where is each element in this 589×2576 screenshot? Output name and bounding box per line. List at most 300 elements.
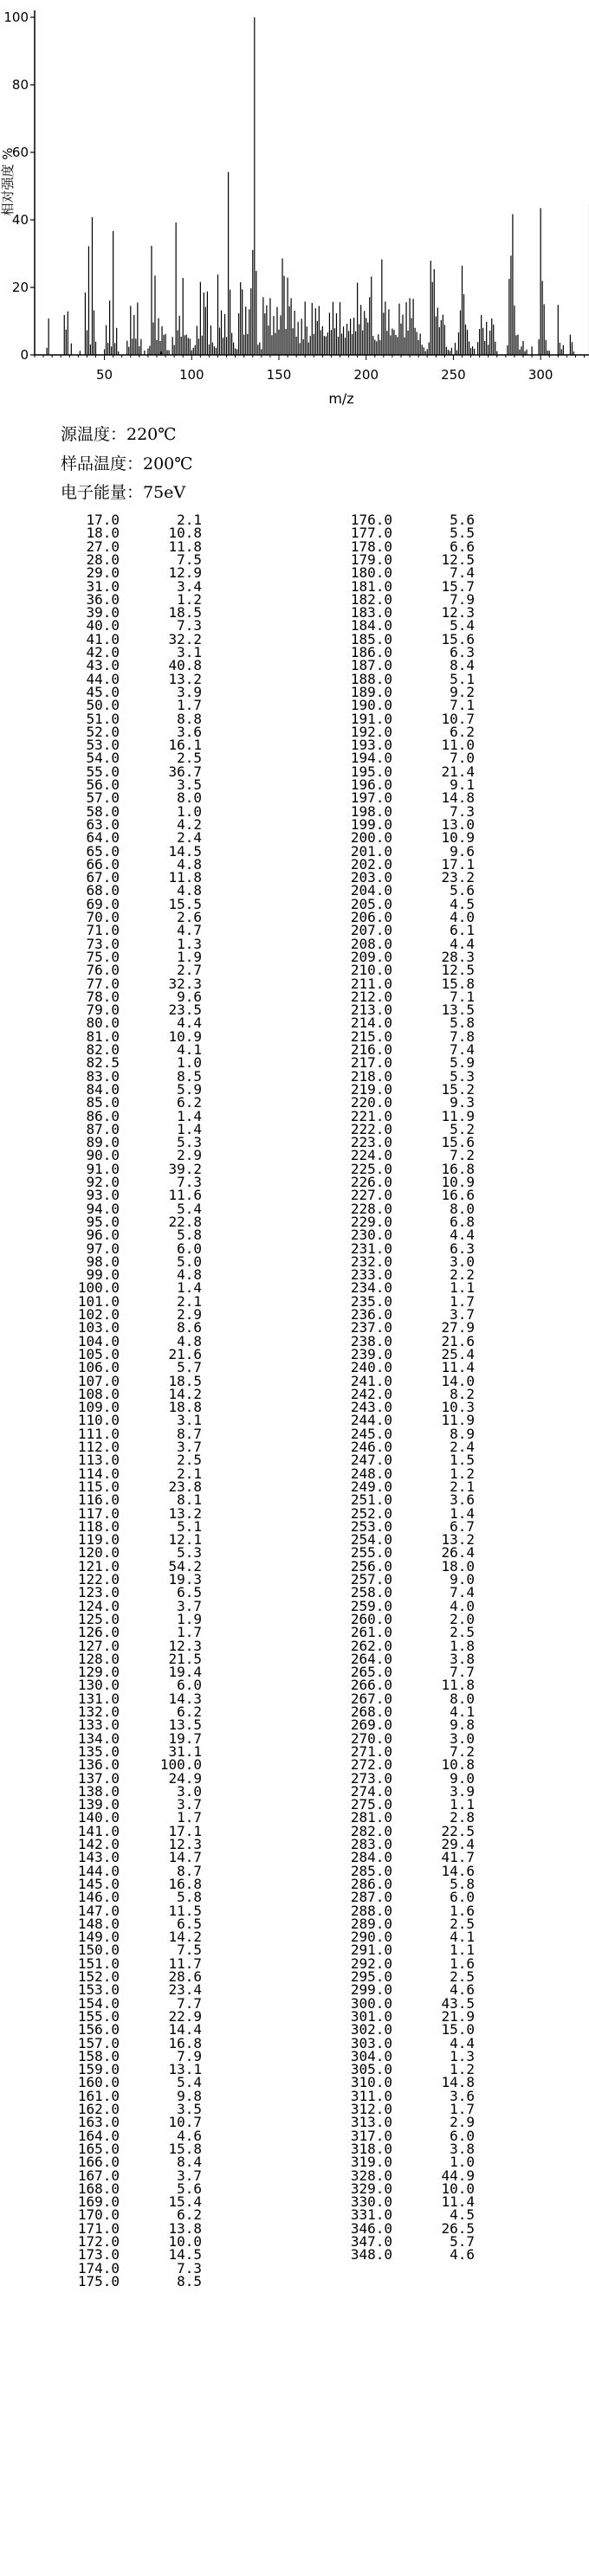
peak-mz: 195.0 xyxy=(350,763,392,780)
peak-mz: 85.0 xyxy=(86,1094,120,1111)
peak-intensity: 4.8 xyxy=(177,855,202,873)
peak-mz: 271.0 xyxy=(350,1742,392,1760)
peak-mz: 69.0 xyxy=(86,895,120,912)
peak-intensity: 5.7 xyxy=(450,2233,475,2250)
peak-intensity: 11.4 xyxy=(441,2193,475,2211)
peak-mz: 29.0 xyxy=(86,564,120,582)
peak-intensity: 25.4 xyxy=(441,1345,475,1362)
peak-mz: 204.0 xyxy=(350,882,392,899)
peak-intensity: 4.7 xyxy=(177,922,202,939)
peak-mz: 185.0 xyxy=(350,630,392,647)
peak-mz: 66.0 xyxy=(86,855,120,873)
peak-mz: 289.0 xyxy=(350,1915,392,1932)
peak-mz: 147.0 xyxy=(77,1902,120,1919)
peak-intensity: 5.9 xyxy=(177,1080,202,1098)
peak-intensity: 3.1 xyxy=(177,644,202,660)
peak-intensity: 5.9 xyxy=(450,1054,475,1072)
peak-intensity: 1.3 xyxy=(450,2047,475,2064)
peak-mz: 174.0 xyxy=(77,2259,120,2277)
peak-intensity: 14.2 xyxy=(168,1929,202,1946)
peak-intensity: 6.0 xyxy=(177,1240,202,1257)
peak-mz: 100.0 xyxy=(77,1279,120,1297)
peak-mz: 17.0 xyxy=(86,512,120,528)
peak-intensity: 1.2 xyxy=(450,2061,475,2078)
peak-intensity: 3.7 xyxy=(177,1439,202,1455)
peak-mz: 237.0 xyxy=(350,1319,392,1336)
peak-mz: 169.0 xyxy=(77,2193,120,2211)
peak-mz: 99.0 xyxy=(86,1266,120,1284)
peak-intensity: 9.0 xyxy=(450,1571,475,1587)
peak-intensity: 1.5 xyxy=(450,1452,475,1469)
peak-mz: 284.0 xyxy=(350,1849,392,1866)
y-tick-label: 20 xyxy=(11,280,29,295)
peak-intensity: 16.8 xyxy=(441,1160,475,1177)
peak-mz: 45.0 xyxy=(86,683,120,700)
peak-intensity: 4.0 xyxy=(450,909,475,925)
peak-intensity: 6.3 xyxy=(450,644,475,660)
peak-mz: 142.0 xyxy=(77,1836,120,1852)
peak-intensity: 5.3 xyxy=(450,1067,475,1085)
peak-mz: 50.0 xyxy=(86,697,120,714)
peak-intensity: 8.7 xyxy=(177,1862,202,1879)
peak-mz: 273.0 xyxy=(350,1769,392,1787)
peak-mz: 153.0 xyxy=(77,1981,120,1999)
peak-mz: 251.0 xyxy=(350,1491,392,1509)
peak-mz: 305.0 xyxy=(350,2061,392,2078)
peak-mz: 98.0 xyxy=(86,1253,120,1270)
peak-intensity: 14.3 xyxy=(168,1690,202,1707)
peak-intensity: 19.4 xyxy=(168,1664,202,1681)
peak-mz: 236.0 xyxy=(350,1306,392,1323)
peak-intensity: 32.3 xyxy=(168,975,202,992)
peak-intensity: 8.7 xyxy=(177,1425,202,1442)
peak-intensity: 1.0 xyxy=(450,2154,475,2171)
peak-intensity: 3.7 xyxy=(177,1597,202,1614)
peak-mz: 114.0 xyxy=(77,1465,120,1482)
peak-intensity: 8.0 xyxy=(450,1200,475,1217)
peak-mz: 197.0 xyxy=(350,789,392,807)
peak-mz: 80.0 xyxy=(86,1014,120,1032)
peak-mz: 291.0 xyxy=(350,1942,392,1959)
peak-intensity: 15.7 xyxy=(441,577,475,595)
peak-intensity: 2.7 xyxy=(177,962,202,979)
peak-mz: 78.0 xyxy=(86,988,120,1005)
peak-intensity: 5.5 xyxy=(450,525,475,542)
peak-mz: 190.0 xyxy=(350,697,392,714)
peak-intensity: 14.5 xyxy=(168,842,202,860)
peak-mz: 285.0 xyxy=(350,1862,392,1879)
peak-intensity: 1.4 xyxy=(177,1120,202,1137)
y-tick-label: 60 xyxy=(11,145,29,160)
peak-intensity: 6.2 xyxy=(177,1094,202,1111)
peak-mz: 292.0 xyxy=(350,1955,392,1972)
peak-intensity: 7.4 xyxy=(450,1041,475,1058)
peak-mz: 140.0 xyxy=(77,1809,120,1826)
peak-mz: 287.0 xyxy=(350,1889,392,1906)
peak-mz: 159.0 xyxy=(77,2061,120,2078)
peak-intensity: 13.8 xyxy=(168,2219,202,2237)
peak-intensity: 4.6 xyxy=(450,2246,475,2264)
peak-mz: 331.0 xyxy=(350,2206,392,2224)
peak-mz: 166.0 xyxy=(77,2154,120,2171)
peak-intensity: 3.7 xyxy=(177,2167,202,2184)
peak-intensity: 1.9 xyxy=(177,1610,202,1627)
peak-mz: 124.0 xyxy=(77,1597,120,1614)
peak-mz: 111.0 xyxy=(77,1425,120,1442)
peak-intensity: 2.0 xyxy=(450,1610,475,1627)
peak-mz: 221.0 xyxy=(350,1107,392,1124)
peak-mz: 231.0 xyxy=(350,1240,392,1257)
peak-mz: 151.0 xyxy=(77,1955,120,1972)
peak-intensity: 23.4 xyxy=(168,1981,202,1999)
peak-intensity: 21.4 xyxy=(441,763,475,780)
peak-mz: 31.0 xyxy=(86,577,120,595)
peak-intensity: 13.2 xyxy=(441,1531,475,1549)
peak-intensity: 3.0 xyxy=(450,1729,475,1747)
peak-mz: 220.0 xyxy=(350,1094,392,1111)
peak-mz: 192.0 xyxy=(350,723,392,740)
peak-mz: 310.0 xyxy=(350,2074,392,2091)
peak-mz: 41.0 xyxy=(86,630,120,647)
peak-mz: 129.0 xyxy=(77,1664,120,1681)
peak-intensity: 14.8 xyxy=(441,789,475,807)
peak-mz: 275.0 xyxy=(350,1796,392,1813)
peak-mz: 146.0 xyxy=(77,1889,120,1906)
peak-mz: 141.0 xyxy=(77,1822,120,1839)
peak-intensity: 29.4 xyxy=(441,1836,475,1852)
peak-intensity: 1.6 xyxy=(450,1955,475,1972)
electron-energy: 电子能量：75eV xyxy=(61,483,186,502)
mass-spectrum-chart xyxy=(0,0,589,407)
peak-mz: 222.0 xyxy=(350,1120,392,1137)
peak-mz: 160.0 xyxy=(77,2074,120,2091)
peak-intensity: 2.5 xyxy=(450,1624,475,1641)
peak-mz: 312.0 xyxy=(350,2101,392,2117)
peak-mz: 238.0 xyxy=(350,1332,392,1349)
peak-mz: 110.0 xyxy=(77,1412,120,1429)
peak-mz: 301.0 xyxy=(350,2007,392,2025)
peak-intensity: 8.5 xyxy=(177,2272,202,2289)
peak-mz: 136.0 xyxy=(77,1756,120,1774)
peak-mz: 149.0 xyxy=(77,1929,120,1946)
peak-intensity: 6.2 xyxy=(177,1703,202,1720)
peak-intensity: 4.4 xyxy=(450,2034,475,2051)
peak-mz: 168.0 xyxy=(77,2180,120,2197)
peak-intensity: 4.5 xyxy=(450,895,475,912)
peak-mz: 128.0 xyxy=(77,1650,120,1667)
peak-intensity: 10.8 xyxy=(441,1756,475,1774)
peak-mz: 155.0 xyxy=(77,2007,120,2025)
peak-intensity: 17.1 xyxy=(441,855,475,873)
peak-mz: 328.0 xyxy=(350,2167,392,2184)
peak-intensity: 2.1 xyxy=(177,1292,202,1310)
peak-mz: 171.0 xyxy=(77,2219,120,2237)
peak-intensity: 10.7 xyxy=(441,710,475,727)
peak-mz: 105.0 xyxy=(77,1345,120,1362)
peak-intensity: 2.5 xyxy=(177,750,202,767)
peak-mz: 272.0 xyxy=(350,1756,392,1774)
peak-mz: 71.0 xyxy=(86,922,120,939)
peak-intensity: 6.8 xyxy=(450,1213,475,1230)
peak-mz: 65.0 xyxy=(86,842,120,860)
peak-intensity: 43.5 xyxy=(441,1994,475,2012)
peak-mz: 319.0 xyxy=(350,2154,392,2171)
peak-mz: 56.0 xyxy=(86,776,120,793)
peak-mz: 227.0 xyxy=(350,1187,392,1204)
y-tick-label: 0 xyxy=(20,347,29,363)
peak-intensity: 5.0 xyxy=(177,1253,202,1270)
peak-intensity: 4.0 xyxy=(450,1597,475,1614)
peak-mz: 63.0 xyxy=(86,815,120,833)
peak-mz: 75.0 xyxy=(86,948,120,965)
peak-mz: 82.5 xyxy=(86,1054,120,1072)
peak-intensity: 14.8 xyxy=(441,2074,475,2091)
peak-intensity: 17.1 xyxy=(168,1822,202,1839)
peak-mz: 162.0 xyxy=(77,2101,120,2117)
peak-mz: 106.0 xyxy=(77,1359,120,1376)
peak-intensity: 7.3 xyxy=(450,802,475,820)
peak-intensity: 8.0 xyxy=(177,789,202,807)
x-tick-label: 100 xyxy=(178,367,204,383)
peak-intensity: 21.6 xyxy=(441,1332,475,1349)
peak-mz: 81.0 xyxy=(86,1027,120,1045)
peak-mz: 194.0 xyxy=(350,750,392,767)
y-axis-label: 相对强度 % xyxy=(0,147,16,216)
peak-intensity: 4.1 xyxy=(450,1929,475,1946)
peak-intensity: 8.4 xyxy=(177,2154,202,2171)
x-tick-label: 250 xyxy=(441,367,466,383)
peak-mz: 302.0 xyxy=(350,2021,392,2038)
peak-intensity: 9.8 xyxy=(177,2087,202,2104)
peak-mz: 134.0 xyxy=(77,1729,120,1747)
peak-mz: 198.0 xyxy=(350,802,392,820)
peak-intensity: 7.7 xyxy=(450,1664,475,1681)
peak-intensity: 15.6 xyxy=(441,1134,475,1151)
peak-mz: 77.0 xyxy=(86,975,120,992)
peak-mz: 86.0 xyxy=(86,1107,120,1124)
peak-intensity: 8.9 xyxy=(450,1425,475,1442)
peak-intensity: 5.3 xyxy=(177,1134,202,1151)
peak-mz: 242.0 xyxy=(350,1385,392,1402)
peak-intensity: 16.1 xyxy=(168,737,202,754)
peak-mz: 143.0 xyxy=(77,1849,120,1866)
peak-intensity: 12.1 xyxy=(168,1531,202,1549)
peak-intensity: 24.9 xyxy=(168,1769,202,1787)
peak-mz: 96.0 xyxy=(86,1227,120,1244)
peak-intensity: 8.8 xyxy=(177,710,202,727)
peak-intensity: 13.2 xyxy=(168,670,202,687)
peak-intensity: 9.3 xyxy=(450,1094,475,1111)
peak-mz: 120.0 xyxy=(77,1544,120,1562)
peak-mz: 165.0 xyxy=(77,2140,120,2157)
peak-intensity: 7.3 xyxy=(177,2259,202,2277)
peak-intensity: 3.9 xyxy=(450,1782,475,1800)
peak-intensity: 9.0 xyxy=(450,1769,475,1787)
peak-intensity: 41.7 xyxy=(441,1849,475,1866)
peak-mz: 215.0 xyxy=(350,1027,392,1045)
peak-intensity: 5.7 xyxy=(177,1359,202,1376)
peak-intensity: 5.8 xyxy=(450,1014,475,1032)
peak-intensity: 22.8 xyxy=(168,1213,202,1230)
peak-mz: 125.0 xyxy=(77,1610,120,1627)
peak-intensity: 3.0 xyxy=(450,1253,475,1270)
peak-intensity: 13.2 xyxy=(168,1504,202,1522)
peak-mz: 208.0 xyxy=(350,935,392,952)
peak-mz: 267.0 xyxy=(350,1690,392,1707)
peak-mz: 97.0 xyxy=(86,1240,120,1257)
peak-intensity: 5.6 xyxy=(450,512,475,528)
peak-intensity: 22.9 xyxy=(168,2007,202,2025)
peak-mz: 36.0 xyxy=(86,590,120,608)
peak-intensity: 18.5 xyxy=(168,1372,202,1389)
peak-intensity: 10.9 xyxy=(441,1174,475,1190)
peak-mz: 318.0 xyxy=(350,2140,392,2157)
peak-mz: 131.0 xyxy=(77,1690,120,1707)
peak-mz: 79.0 xyxy=(86,1001,120,1019)
peak-mz: 113.0 xyxy=(77,1452,120,1469)
peak-mz: 54.0 xyxy=(86,750,120,767)
peak-intensity: 6.5 xyxy=(177,1915,202,1932)
peak-intensity: 3.6 xyxy=(450,1491,475,1509)
peak-mz: 53.0 xyxy=(86,737,120,754)
peak-mz: 70.0 xyxy=(86,909,120,925)
peak-intensity: 12.3 xyxy=(441,604,475,621)
peak-mz: 170.0 xyxy=(77,2206,120,2224)
peak-intensity: 10.7 xyxy=(168,2114,202,2131)
peak-intensity: 14.7 xyxy=(168,1849,202,1866)
peak-mz: 281.0 xyxy=(350,1809,392,1826)
peak-intensity: 3.7 xyxy=(450,1306,475,1323)
peak-mz: 283.0 xyxy=(350,1836,392,1852)
peak-intensity: 14.4 xyxy=(168,2021,202,2038)
peak-mz: 104.0 xyxy=(77,1332,120,1349)
peak-mz: 90.0 xyxy=(86,1147,120,1164)
peak-intensity: 36.7 xyxy=(168,763,202,780)
peak-intensity: 40.8 xyxy=(168,657,202,674)
peak-mz: 57.0 xyxy=(86,789,120,807)
peak-intensity: 11.5 xyxy=(168,1902,202,1919)
peak-mz: 262.0 xyxy=(350,1637,392,1654)
peak-mz: 245.0 xyxy=(350,1425,392,1442)
peak-mz: 212.0 xyxy=(350,988,392,1005)
peak-intensity: 1.7 xyxy=(177,1624,202,1641)
peak-intensity: 4.1 xyxy=(450,1703,475,1720)
peak-mz: 193.0 xyxy=(350,737,392,754)
peak-mz: 103.0 xyxy=(77,1319,120,1336)
peak-intensity: 18.5 xyxy=(168,604,202,621)
y-tick-label: 80 xyxy=(11,77,29,93)
peak-intensity: 3.7 xyxy=(177,1796,202,1813)
peak-intensity: 28.6 xyxy=(168,1968,202,1985)
peak-mz: 265.0 xyxy=(350,1664,392,1681)
peak-mz: 119.0 xyxy=(77,1531,120,1549)
peak-mz: 173.0 xyxy=(77,2246,120,2264)
peak-mz: 144.0 xyxy=(77,1862,120,1879)
peak-intensity: 2.6 xyxy=(177,909,202,925)
peak-mz: 52.0 xyxy=(86,723,120,740)
peak-mz: 138.0 xyxy=(77,1782,120,1800)
peak-mz: 299.0 xyxy=(350,1981,392,1999)
peak-mz: 196.0 xyxy=(350,776,392,793)
peak-mz: 244.0 xyxy=(350,1412,392,1429)
peak-intensity: 1.1 xyxy=(450,1279,475,1297)
peak-intensity: 15.8 xyxy=(441,975,475,992)
peak-intensity: 2.1 xyxy=(177,512,202,528)
peak-intensity: 5.8 xyxy=(177,1889,202,1906)
peak-intensity: 3.0 xyxy=(177,1782,202,1800)
peak-mz: 235.0 xyxy=(350,1292,392,1310)
x-axis-label: m/z xyxy=(328,390,354,407)
peak-intensity: 5.2 xyxy=(450,1120,475,1137)
peak-intensity: 9.1 xyxy=(450,776,475,793)
peak-mz: 258.0 xyxy=(350,1584,392,1601)
peak-intensity: 2.5 xyxy=(450,1968,475,1985)
peak-mz: 76.0 xyxy=(86,962,120,979)
peak-intensity: 44.9 xyxy=(441,2167,475,2184)
peak-mz: 158.0 xyxy=(77,2047,120,2064)
peak-mz: 300.0 xyxy=(350,1994,392,2012)
peak-intensity: 7.3 xyxy=(177,617,202,634)
peak-intensity: 7.7 xyxy=(177,1994,202,2012)
peak-mz: 313.0 xyxy=(350,2114,392,2131)
peak-mz: 232.0 xyxy=(350,1253,392,1270)
peak-intensity: 7.9 xyxy=(450,590,475,608)
peak-intensity: 1.9 xyxy=(177,948,202,965)
peak-intensity: 6.2 xyxy=(450,723,475,740)
peak-mz: 107.0 xyxy=(77,1372,120,1389)
peak-intensity: 11.4 xyxy=(441,1359,475,1376)
peak-mz: 249.0 xyxy=(350,1478,392,1495)
peak-mz: 187.0 xyxy=(350,657,392,674)
peak-mz: 346.0 xyxy=(350,2219,392,2237)
peak-intensity: 10.8 xyxy=(168,525,202,542)
peak-intensity: 11.8 xyxy=(168,538,202,555)
peak-mz: 135.0 xyxy=(77,1742,120,1760)
peak-intensity: 27.9 xyxy=(441,1319,475,1336)
peak-intensity: 3.5 xyxy=(177,2101,202,2117)
x-tick-label: 50 xyxy=(96,367,113,383)
peak-intensity: 2.4 xyxy=(177,829,202,847)
peak-mz: 211.0 xyxy=(350,975,392,992)
peak-intensity: 5.1 xyxy=(450,670,475,687)
peak-intensity: 22.5 xyxy=(441,1822,475,1839)
peak-intensity: 12.3 xyxy=(168,1836,202,1852)
peak-intensity: 1.3 xyxy=(177,935,202,952)
peak-mz: 182.0 xyxy=(350,590,392,608)
peak-intensity: 4.4 xyxy=(450,1227,475,1244)
peak-intensity: 12.5 xyxy=(441,962,475,979)
peak-mz: 269.0 xyxy=(350,1716,392,1734)
peak-mz: 304.0 xyxy=(350,2047,392,2064)
peak-mz: 68.0 xyxy=(86,882,120,899)
peak-intensity: 2.2 xyxy=(450,1266,475,1284)
peak-intensity: 18.0 xyxy=(441,1557,475,1575)
peak-intensity: 15.0 xyxy=(441,2021,475,2038)
peak-mz: 156.0 xyxy=(77,2021,120,2038)
peak-intensity: 10.0 xyxy=(168,2233,202,2250)
peak-mz: 213.0 xyxy=(350,1001,392,1019)
peak-intensity: 14.0 xyxy=(441,1372,475,1389)
peak-mz: 157.0 xyxy=(77,2034,120,2051)
peak-intensity: 3.8 xyxy=(450,2140,475,2157)
peak-mz: 254.0 xyxy=(350,1531,392,1549)
peak-mz: 177.0 xyxy=(350,525,392,542)
peak-intensity: 7.5 xyxy=(177,1942,202,1959)
peak-intensity: 21.5 xyxy=(168,1650,202,1667)
peak-mz: 139.0 xyxy=(77,1796,120,1813)
peak-intensity: 1.7 xyxy=(450,1292,475,1310)
peak-mz: 205.0 xyxy=(350,895,392,912)
